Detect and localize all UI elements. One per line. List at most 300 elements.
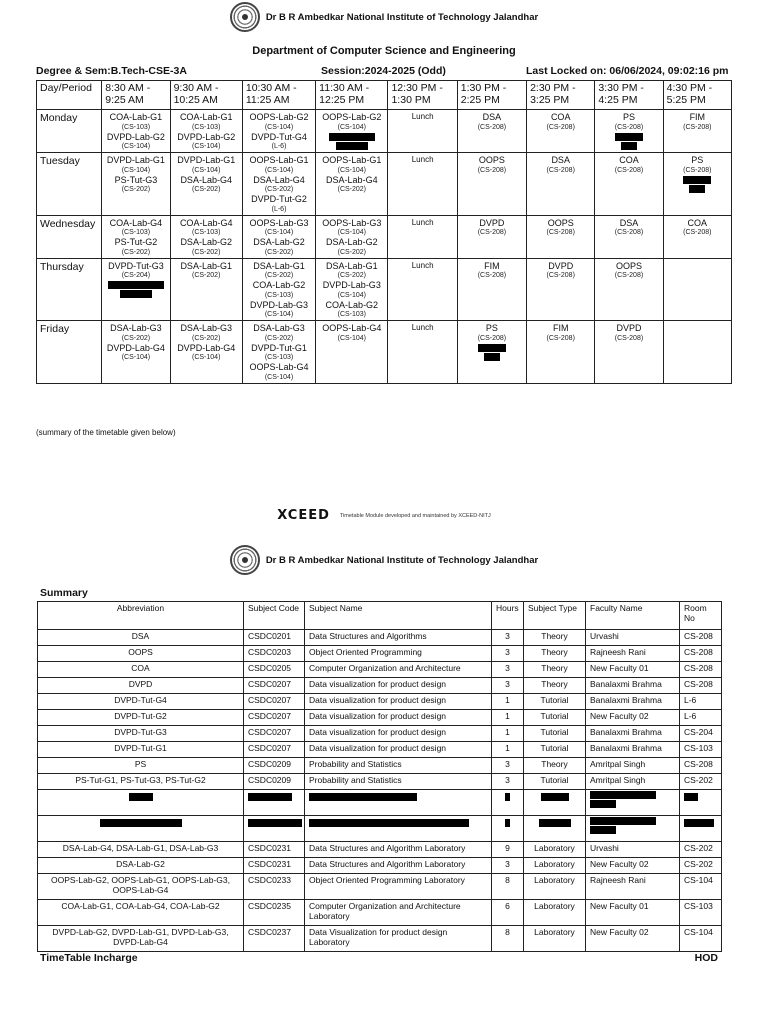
class-entry-name: OOPS-Lab-G4 — [322, 323, 382, 333]
redaction-bar — [590, 817, 656, 825]
period-cell — [170, 153, 242, 216]
summary-hours — [492, 790, 524, 816]
class-entry-name: DVPD — [616, 323, 642, 333]
class-entry-name: DVPD-Lab-G3 — [322, 280, 381, 290]
class-entry-name: DSA — [482, 112, 502, 122]
redaction-bar — [248, 819, 302, 827]
class-entry-room: (CS-208) — [683, 123, 712, 131]
class-entry-room: (CS-208) — [614, 166, 644, 174]
class-entry-name: DVPD-Lab-G3 — [250, 299, 309, 310]
summary-header-abbreviation: Abbreviation — [38, 602, 244, 630]
redaction-bar — [590, 791, 656, 799]
summary-header-type: Subject Type — [524, 602, 586, 630]
summary-subject-type: Tutorial — [524, 694, 586, 710]
period-cell — [457, 258, 526, 321]
class-entry-room: (CS-208) — [546, 334, 575, 342]
period-cell — [388, 258, 457, 321]
class-entry-name: COA-Lab-G2 — [325, 299, 379, 310]
summary-subject-type: Laboratory — [524, 842, 586, 858]
period-cell — [457, 321, 526, 384]
class-entry-room: (CS-104) — [121, 354, 151, 361]
class-entry-room: (CS-208) — [477, 123, 507, 131]
institute-header-2 — [0, 545, 768, 575]
class-entry-name: DVPD-Lab-G2 — [106, 131, 165, 142]
period-cell — [457, 215, 526, 258]
class-entry-room: (CS-208) — [614, 334, 644, 342]
class-entry-name: FIM — [689, 112, 706, 122]
class-entry-room: (CS-202) — [192, 334, 221, 342]
summary-faculty-name: Rajneesh Rani — [586, 874, 680, 900]
summary-faculty-name: Amritpal Singh — [586, 758, 680, 774]
class-entry-room: (CS-208) — [683, 166, 712, 174]
class-entry-name: OOPS-Lab-G3 — [249, 217, 309, 228]
summary-row — [38, 842, 722, 858]
summary-subject-code: CSDC0231 — [244, 842, 305, 858]
period-cell — [316, 153, 388, 216]
summary-abbreviation: DSA-Lab-G2 — [38, 858, 244, 874]
header-period-1: 8:30 AM - 9:25 AM — [102, 81, 170, 110]
class-entry-name: COA-Lab-G1 — [109, 112, 163, 122]
summary-subject-type: Laboratory — [524, 900, 586, 926]
summary-subject-code: CSDC0233 — [244, 874, 305, 900]
summary-subject-name: Data Structures and Algorithms — [305, 630, 492, 646]
day-cell: Wednesday — [37, 215, 102, 258]
redaction-bar — [621, 142, 637, 150]
summary-hours: 8 — [492, 874, 524, 900]
summary-abbreviation: DSA — [38, 630, 244, 646]
summary-subject-name: Data visualization for product design — [305, 726, 492, 742]
summary-room-no: CS-208 — [680, 758, 722, 774]
redaction-bar — [129, 793, 153, 801]
summary-subject-code: CSDC0209 — [244, 758, 305, 774]
class-entry-name: DVPD-Tut-G3 — [108, 260, 164, 271]
summary-subject-name: Object Oriented Programming Laboratory — [305, 874, 492, 900]
summary-subject-name: Computer Organization and Architecture — [305, 662, 492, 678]
class-entry-name: FIM — [552, 323, 569, 333]
summary-row — [38, 710, 722, 726]
summary-subject-code: CSDC0207 — [244, 710, 305, 726]
class-entry-name: OOPS-Lab-G2 — [249, 112, 309, 122]
class-entry-room: (CS-104) — [192, 166, 221, 174]
class-entry-room: (CS-208) — [477, 272, 507, 279]
summary-row — [38, 926, 722, 952]
lunch-label: Lunch — [411, 260, 434, 270]
summary-subject-code: CSDC0203 — [244, 646, 305, 662]
period-cell — [316, 321, 388, 384]
summary-abbreviation: DVPD-Lab-G2, DVPD-Lab-G1, DVPD-Lab-G3, DVPD-Lab-G4 — [38, 926, 244, 952]
summary-faculty-name: New Faculty 01 — [586, 662, 680, 678]
class-entry-room: (CS-104) — [264, 373, 294, 381]
summary-row — [38, 662, 722, 678]
class-entry-room: (L-6) — [271, 143, 287, 150]
redaction-bar — [684, 819, 714, 827]
institute-name: Dr B R Ambedkar National Institute of Technology Jalandhar — [265, 554, 539, 566]
summary-subject-type: Tutorial — [524, 710, 586, 726]
xceed-logo: XCEED — [277, 508, 330, 523]
class-entry-room: (CS-103) — [192, 123, 221, 131]
class-entry-room: (CS-103) — [121, 123, 151, 131]
class-entry-name: DVPD-Tut-G4 — [251, 131, 307, 142]
session: Session:2024-2025 (Odd) — [321, 65, 446, 77]
period-cell — [595, 321, 663, 384]
summary-subject-name: Data Structures and Algorithm Laboratory — [305, 842, 492, 858]
class-entry-room: (CS-202) — [264, 248, 294, 256]
timetable-meta — [36, 65, 732, 79]
class-entry-room: (CS-202) — [192, 248, 221, 256]
timetable-row — [37, 258, 732, 321]
summary-table — [37, 601, 722, 952]
summary-room-no: CS-202 — [680, 774, 722, 790]
period-cell — [595, 110, 663, 153]
summary-subject-code — [244, 816, 305, 842]
summary-row — [38, 758, 722, 774]
department-title: Department of Computer Science and Engineering — [252, 45, 516, 57]
summary-room-no: CS-208 — [680, 630, 722, 646]
header-period-5: 12:30 PM - 1:30 PM — [388, 81, 457, 110]
summary-abbreviation — [38, 816, 244, 842]
class-entry-name: DSA-Lab-G4 — [326, 174, 378, 185]
class-entry-room: (CS-208) — [477, 166, 507, 174]
summary-subject-type: Laboratory — [524, 858, 586, 874]
summary-subject-type: Theory — [524, 678, 586, 694]
summary-faculty-name: Banalaxmi Brahma — [586, 726, 680, 742]
day-cell: Thursday — [37, 258, 102, 321]
summary-row — [38, 678, 722, 694]
class-entry-name: DVPD-Lab-G4 — [106, 342, 165, 353]
class-entry-room: (CS-202) — [192, 272, 221, 279]
summary-abbreviation: OOPS-Lab-G2, OOPS-Lab-G1, OOPS-Lab-G3, OOPS-Lab-G4 — [38, 874, 244, 900]
summary-subject-code: CSDC0207 — [244, 678, 305, 694]
xceed-credit — [0, 508, 768, 523]
class-entry-name: COA-Lab-G4 — [179, 217, 233, 228]
class-entry-name: PS-Tut-G3 — [114, 174, 158, 185]
summary-hours: 1 — [492, 742, 524, 758]
class-entry-name: DVPD — [479, 217, 505, 228]
class-entry-room: (CS-202) — [337, 248, 367, 256]
period-cell — [457, 110, 526, 153]
summary-subject-type: Laboratory — [524, 926, 586, 952]
class-entry-name: OOPS-Lab-G1 — [322, 155, 382, 165]
summary-subject-name — [305, 816, 492, 842]
class-entry-name: DSA-Lab-G3 — [253, 323, 305, 333]
summary-hours: 3 — [492, 758, 524, 774]
period-cell — [242, 153, 315, 216]
class-entry-room: (CS-208) — [546, 229, 575, 236]
summary-abbreviation: COA — [38, 662, 244, 678]
period-cell — [663, 110, 731, 153]
summary-subject-code: CSDC0207 — [244, 726, 305, 742]
class-entry-room: (CS-104) — [192, 354, 221, 361]
summary-abbreviation: PS-Tut-G1, PS-Tut-G3, PS-Tut-G2 — [38, 774, 244, 790]
period-cell — [663, 321, 731, 384]
class-entry-name: COA — [550, 112, 571, 122]
summary-row-redacted — [38, 790, 722, 816]
class-entry-room: (CS-104) — [192, 143, 221, 150]
redaction-bar — [590, 800, 616, 808]
day-cell: Tuesday — [37, 153, 102, 216]
period-cell — [242, 215, 315, 258]
class-entry-room: (CS-202) — [121, 248, 151, 256]
degree-sem: Degree & Sem:B.Tech-CSE-3A — [36, 65, 187, 77]
class-entry-name: COA-Lab-G1 — [179, 112, 233, 122]
class-entry-name: DSA — [619, 217, 639, 228]
summary-hours: 8 — [492, 926, 524, 952]
period-cell — [102, 153, 170, 216]
class-entry-room: (CS-103) — [337, 311, 367, 318]
summary-hours: 3 — [492, 774, 524, 790]
summary-row — [38, 774, 722, 790]
summary-row — [38, 900, 722, 926]
class-entry-name: DVPD-Lab-G2 — [177, 131, 236, 142]
summary-header-code: Subject Code — [244, 602, 305, 630]
timetable — [36, 80, 732, 384]
class-entry-room: (CS-202) — [121, 334, 151, 342]
summary-subject-name: Computer Organization and Architecture Laboratory — [305, 900, 492, 926]
class-entry-name: DSA-Lab-G1 — [326, 260, 378, 271]
period-cell — [663, 258, 731, 321]
summary-faculty-name — [586, 790, 680, 816]
summary-hours: 1 — [492, 694, 524, 710]
summary-room-no — [680, 816, 722, 842]
header-period-3: 10:30 AM - 11:25 AM — [242, 81, 315, 110]
class-entry-name: DSA-Lab-G3 — [180, 323, 232, 333]
class-entry-name: PS — [691, 155, 704, 165]
period-cell — [527, 110, 595, 153]
summary-hours: 9 — [492, 842, 524, 858]
class-entry-name: DVPD-Lab-G1 — [106, 155, 165, 165]
redaction-bar — [505, 819, 510, 827]
period-cell — [527, 321, 595, 384]
header-period-4: 11:30 AM - 12:25 PM — [316, 81, 388, 110]
redaction-bar — [309, 793, 417, 801]
summary-row — [38, 874, 722, 900]
summary-body — [38, 630, 722, 952]
redaction-bar — [590, 826, 616, 834]
summary-row — [38, 742, 722, 758]
class-entry-name: COA — [619, 155, 639, 165]
summary-faculty-name: Banalaxmi Brahma — [586, 694, 680, 710]
summary-hours: 3 — [492, 678, 524, 694]
redaction-bar — [505, 793, 510, 801]
summary-hours — [492, 816, 524, 842]
class-entry-name: OOPS — [478, 155, 505, 165]
summary-row — [38, 858, 722, 874]
class-entry-name: DSA-Lab-G1 — [180, 260, 232, 271]
class-entry-room: (CS-202) — [264, 334, 294, 342]
class-entry-room: (CS-104) — [337, 166, 367, 174]
class-entry-name: DSA-Lab-G3 — [110, 323, 162, 333]
summary-header-row — [38, 602, 722, 630]
summary-subject-code: CSDC0201 — [244, 630, 305, 646]
summary-abbreviation: OOPS — [38, 646, 244, 662]
class-entry-room: (CS-104) — [337, 291, 367, 299]
summary-header-name: Subject Name — [305, 602, 492, 630]
period-cell — [102, 215, 170, 258]
summary-room-no: CS-103 — [680, 900, 722, 926]
class-entry-name: OOPS-Lab-G2 — [322, 112, 382, 122]
summary-hours: 6 — [492, 900, 524, 926]
period-cell — [102, 110, 170, 153]
class-entry-name: DSA-Lab-G1 — [253, 260, 305, 271]
summary-hours: 3 — [492, 858, 524, 874]
lunch-label: Lunch — [411, 112, 434, 121]
class-entry-name: FIM — [484, 260, 500, 271]
summary-room-no: CS-202 — [680, 842, 722, 858]
summary-note: (summary of the timetable given below) — [36, 428, 176, 437]
class-entry-room: (CS-104) — [264, 311, 294, 318]
summary-subject-name: Data visualization for product design — [305, 678, 492, 694]
summary-subject-type: Theory — [524, 646, 586, 662]
header-period-2: 9:30 AM - 10:25 AM — [170, 81, 242, 110]
class-entry-name: DVPD-Lab-G1 — [177, 155, 236, 165]
summary-subject-type — [524, 790, 586, 816]
summary-header-hours: Hours — [492, 602, 524, 630]
summary-subject-name: Data visualization for product design — [305, 742, 492, 758]
period-cell — [595, 258, 663, 321]
class-entry-room: (CS-208) — [546, 272, 575, 279]
period-cell — [595, 153, 663, 216]
summary-subject-type: Laboratory — [524, 874, 586, 900]
redaction-bar — [108, 281, 164, 289]
header-period-7: 2:30 PM - 3:25 PM — [527, 81, 595, 110]
summary-room-no: L-6 — [680, 710, 722, 726]
summary-subject-name: Probability and Statistics — [305, 758, 492, 774]
last-locked: Last Locked on: 06/06/2024, 09:02:16 pm — [526, 65, 729, 77]
class-entry-name: DSA-Lab-G2 — [326, 237, 378, 247]
summary-subject-code: CSDC0207 — [244, 694, 305, 710]
class-entry-room: (CS-103) — [192, 229, 221, 236]
redaction-bar — [484, 353, 500, 361]
class-entry-name: OOPS-Lab-G1 — [249, 155, 309, 165]
summary-faculty-name: Urvashi — [586, 842, 680, 858]
summary-subject-code: CSDC0209 — [244, 774, 305, 790]
summary-abbreviation: DVPD — [38, 678, 244, 694]
class-entry-room: (CS-104) — [121, 143, 151, 150]
hod: HOD — [694, 952, 718, 964]
period-cell — [527, 215, 595, 258]
summary-abbreviation: DVPD-Tut-G4 — [38, 694, 244, 710]
period-cell — [170, 321, 242, 384]
class-entry-room: (L-6) — [271, 205, 287, 213]
summary-header-faculty: Faculty Name — [586, 602, 680, 630]
summary-room-no: CS-208 — [680, 646, 722, 662]
period-cell — [388, 110, 457, 153]
summary-room-no: CS-208 — [680, 678, 722, 694]
summary-subject-code: CSDC0231 — [244, 858, 305, 874]
class-entry-room: (CS-208) — [683, 229, 712, 236]
class-entry-room: (CS-104) — [264, 166, 294, 174]
period-cell — [170, 258, 242, 321]
summary-subject-code: CSDC0207 — [244, 742, 305, 758]
period-cell — [316, 258, 388, 321]
period-cell — [242, 321, 315, 384]
class-entry-room: (CS-103) — [121, 229, 151, 236]
summary-hours: 3 — [492, 646, 524, 662]
class-entry-room: (CS-202) — [264, 272, 294, 279]
summary-abbreviation: DVPD-Tut-G2 — [38, 710, 244, 726]
class-entry-name: DVPD-Tut-G1 — [251, 342, 307, 353]
institute-emblem-icon — [230, 2, 260, 32]
class-entry-room: (CS-104) — [337, 334, 367, 342]
class-entry-room: (CS-208) — [546, 166, 575, 174]
redaction-bar — [541, 793, 569, 801]
redaction-bar — [309, 819, 469, 827]
timetable-incharge: TimeTable Incharge — [40, 952, 138, 964]
class-entry-name: DVPD-Lab-G4 — [177, 342, 236, 353]
summary-faculty-name: New Faculty 01 — [586, 900, 680, 926]
period-cell — [388, 321, 457, 384]
class-entry-room: (CS-202) — [337, 186, 367, 193]
summary-subject-type — [524, 816, 586, 842]
period-cell — [170, 110, 242, 153]
summary-room-no: L-6 — [680, 694, 722, 710]
summary-abbreviation: DVPD-Tut-G3 — [38, 726, 244, 742]
redaction-bar — [120, 290, 152, 298]
summary-subject-name: Data visualization for product design — [305, 694, 492, 710]
summary-faculty-name: New Faculty 02 — [586, 710, 680, 726]
summary-subject-code — [244, 790, 305, 816]
class-entry-name: DSA — [551, 155, 570, 165]
summary-subject-name — [305, 790, 492, 816]
period-cell — [663, 215, 731, 258]
redaction-bar — [329, 133, 375, 141]
class-entry-name: PS-Tut-G2 — [114, 237, 158, 247]
redaction-bar — [689, 185, 705, 193]
summary-header-room: Room No — [680, 602, 722, 630]
summary-subject-code: CSDC0205 — [244, 662, 305, 678]
period-cell — [242, 258, 315, 321]
redaction-bar — [478, 344, 506, 352]
summary-faculty-name: Urvashi — [586, 630, 680, 646]
timetable-body — [37, 110, 732, 384]
timetable-row — [37, 321, 732, 384]
day-cell: Friday — [37, 321, 102, 384]
institute-emblem-icon — [230, 545, 260, 575]
class-entry-name: PS — [622, 112, 635, 122]
class-entry-room: (CS-202) — [337, 272, 367, 279]
summary-faculty-name: Banalaxmi Brahma — [586, 742, 680, 758]
period-cell — [595, 215, 663, 258]
summary-hours: 1 — [492, 726, 524, 742]
summary-row — [38, 726, 722, 742]
summary-hours: 3 — [492, 630, 524, 646]
class-entry-room: (CS-202) — [121, 186, 151, 193]
period-cell — [527, 153, 595, 216]
class-entry-room: (CS-103) — [264, 354, 294, 361]
redaction-bar — [615, 133, 643, 141]
summary-row — [38, 630, 722, 646]
header-day-period: Day/Period — [37, 81, 102, 110]
xceed-credit-text: Timetable Module developed and maintained by XCEED-NITJ — [339, 512, 491, 519]
lunch-label: Lunch — [411, 155, 434, 164]
period-cell — [102, 258, 170, 321]
timetable-row — [37, 110, 732, 153]
class-entry-room: (CS-202) — [264, 186, 294, 193]
class-entry-room: (CS-104) — [264, 123, 294, 131]
class-entry-name: COA — [687, 217, 708, 228]
summary-subject-type: Theory — [524, 758, 586, 774]
redaction-bar — [539, 819, 571, 827]
class-entry-room: (CS-208) — [477, 229, 507, 236]
header-period-6: 1:30 PM - 2:25 PM — [457, 81, 526, 110]
period-cell — [242, 110, 315, 153]
class-entry-room: (CS-104) — [337, 229, 367, 236]
timetable-row — [37, 215, 732, 258]
redaction-bar — [248, 793, 292, 801]
class-entry-name: OOPS-Lab-G4 — [249, 362, 309, 372]
class-entry-name: DSA-Lab-G4 — [180, 174, 232, 185]
day-cell: Monday — [37, 110, 102, 153]
